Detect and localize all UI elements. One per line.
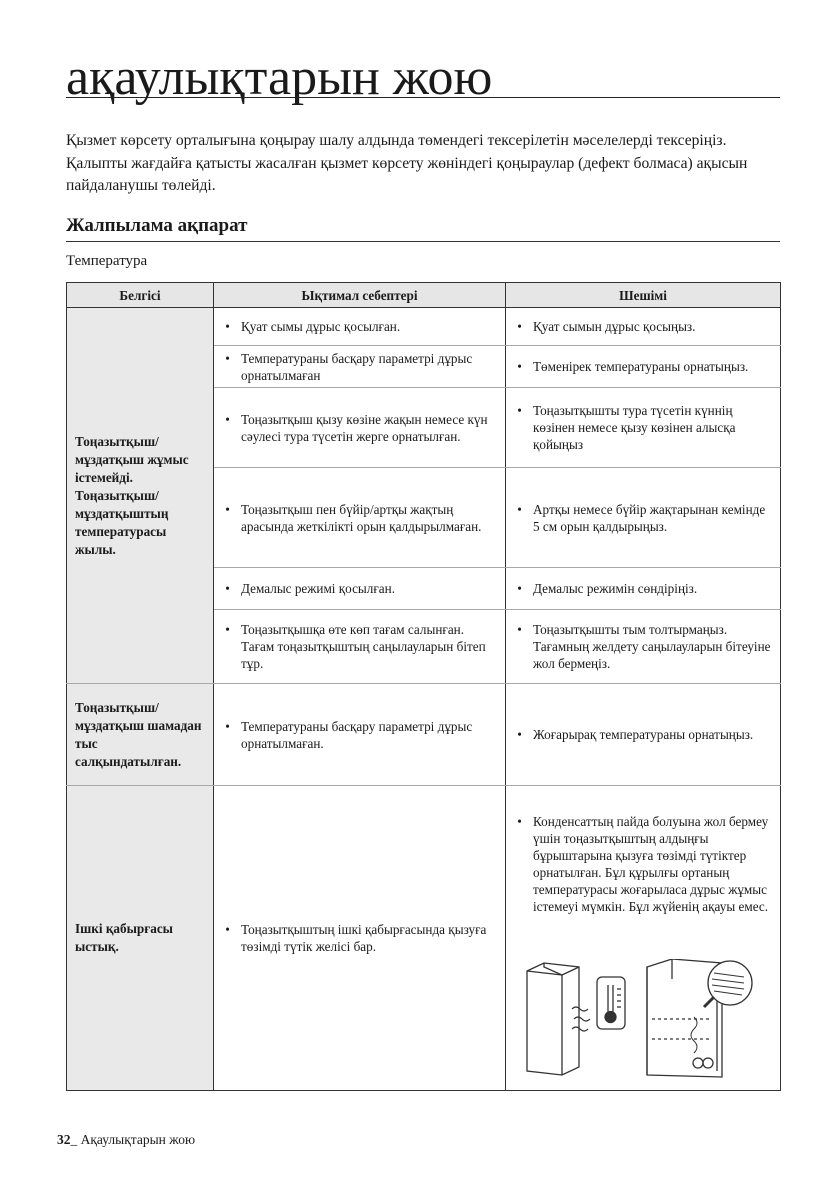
section-heading: Жалпылама ақпарат: [66, 215, 248, 236]
title-underline: [66, 97, 780, 98]
solution-cell: • Төменірек температураны орнатыңыз.: [506, 346, 781, 388]
table-row: [67, 684, 781, 786]
header-cause: Ықтимал себептері: [214, 283, 506, 308]
solution-cell: • Конденсаттың пайда болуына жол бермеу үшін тоңазытқыштың алдыңғы бұрыштарына қызуға төзімді түтіктер орнатылған. Бұл құрылғы ортаның температурасы жоғарыласа дұрыс жұмыс істемеуі мүмкін. Бұл жүйенің ақауы емес.: [506, 786, 781, 1091]
cause-cell: • Тоңазытқыштың ішкі қабырғасында қызуға төзімді түтік желісі бар.: [214, 786, 506, 1091]
cause-cell: • Температураны басқару параметрі дұрыс орнатылмаған: [214, 346, 506, 388]
solution-cell: • Демалыс режимін сөндіріңіз.: [506, 568, 781, 610]
intro-paragraph: Қызмет көрсету орталығына қоңырау шалу алдында төмендегі тексерілетін мәселелерді тексеріңіз. Қалыпты жағдайға қатысты жасалған қызмет көрсету жөніндегі қоңыраулар (дефект болмаса) ақысын пайдаланушы төлейді.: [66, 132, 748, 194]
cause-cell: • Қуат сымы дұрыс қосылған.: [214, 308, 506, 346]
symptom-cell: Тоңазытқыш/ мұздатқыш шамадан тыс салқындатылған.: [67, 684, 214, 786]
solution-cell: • Қуат сымын дұрыс қосыңыз.: [506, 308, 781, 346]
solution-cell: • Артқы немесе бүйір жақтарынан кемінде 5 см орын қалдырыңыз.: [506, 468, 781, 568]
cause-cell: • Тоңазытқышқа өте көп тағам салынған. Тағам тоңазытқыштың саңылауларын бітеп тұр.: [214, 610, 506, 684]
solution-cell: • Тоңазытқышты тура түсетін күннің көзінен немесе қызу көзінен алысқа қойыңыз: [506, 388, 781, 468]
table-row: [67, 308, 781, 346]
table-subheading: Температура: [66, 253, 148, 269]
header-solution: Шешімі: [506, 283, 781, 308]
symptom-cell: Тоңазытқыш/ мұздатқыш жұмыс істемейді. Тоңазытқыш/ мұздатқыштың температурасы жылы.: [67, 308, 214, 684]
section-underline: [66, 241, 780, 242]
footer-label: _ Ақаулықтарын жою: [70, 1132, 196, 1147]
heat-waves-icon: [572, 1007, 590, 1031]
thermometer-icon: [597, 977, 625, 1029]
cause-cell: • Демалыс режимі қосылған.: [214, 568, 506, 610]
refrigerator-heat-illustration: [522, 959, 772, 1079]
magnifier-icon: [704, 961, 752, 1007]
solution-cell: • Тоңазытқышты тым толтырмаңыз. Тағамның желдету саңылауларын бітеуіне жол бермеңіз.: [506, 610, 781, 684]
fridge-exterior-icon: [527, 963, 579, 1075]
table-row: [67, 786, 781, 1091]
table-header-row: [67, 283, 781, 308]
symptom-cell: Ішкі қабырғасы ыстық.: [67, 786, 214, 1091]
cause-cell: • Тоңазытқыш пен бүйір/артқы жақтың арасында жеткілікті орын қалдырылмаған.: [214, 468, 506, 568]
troubleshooting-table: [66, 282, 781, 1091]
cause-cell: • Тоңазытқыш қызу көзіне жақын немесе күн сәулесі тура түсетін жерге орнатылған.: [214, 388, 506, 468]
page-title: ақаулықтарын жою: [66, 49, 493, 106]
solution-cell: • Жоғарырақ температураны орнатыңыз.: [506, 684, 781, 786]
header-symptom: Белгісі: [67, 283, 214, 308]
page-number: 32: [57, 1132, 71, 1147]
page-footer: [57, 1133, 195, 1147]
cause-cell: • Температураны басқару параметрі дұрыс орнатылмаған.: [214, 684, 506, 786]
